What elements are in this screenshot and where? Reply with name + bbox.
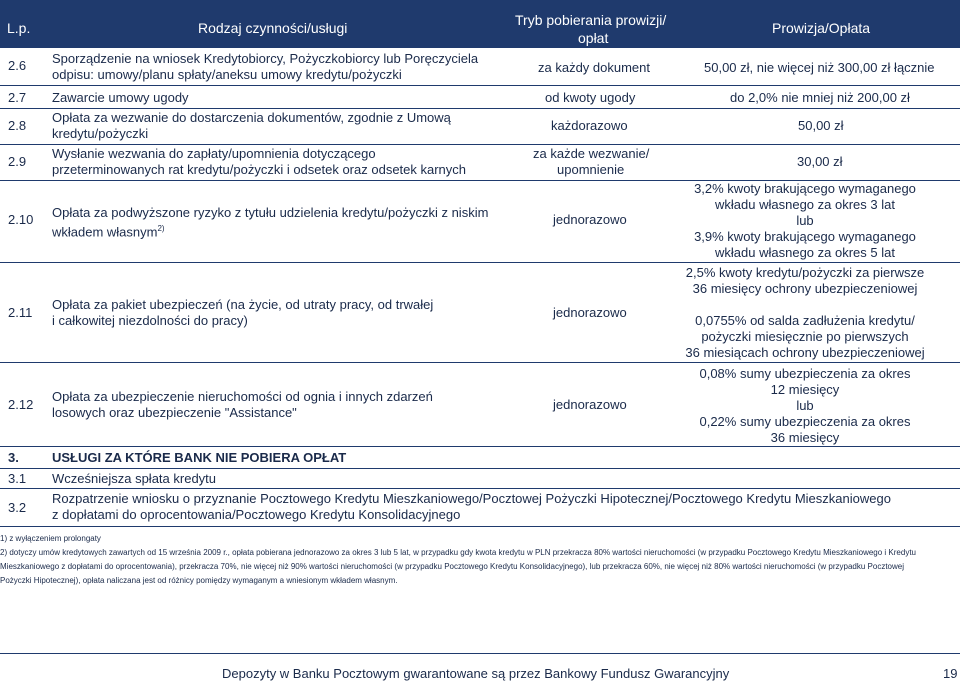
divider (0, 262, 960, 263)
row-3-1-desc: Wcześniejsza spłata kredytu (52, 471, 217, 486)
header-service: Rodzaj czynności/usługi (198, 20, 348, 36)
row-2-12-desc-line2: losowych oraz ubezpieczenie "Assistance" (52, 405, 297, 420)
divider (0, 108, 960, 109)
row-2-8-desc-line2: kredytu/pożyczki (52, 126, 149, 141)
row-2-12-desc-line1: Opłata za ubezpieczenie nieruchomości od ognia i innych zdarzeń (52, 389, 433, 404)
row-2-7-desc: Zawarcie umowy ugody (52, 90, 189, 105)
row-2-9-number: 2.9 (8, 154, 27, 169)
header-fee: Prowizja/Opłata (772, 20, 871, 36)
row-2-10-fee-line3: lub (796, 213, 814, 228)
row-2-12-mode: jednorazowo (553, 397, 627, 412)
row-2-7-mode: od kwoty ugody (545, 90, 636, 105)
row-2-12-fee-line2: 12 miesięcy (770, 382, 840, 397)
row-3-2-number: 3.2 (8, 500, 27, 515)
divider (0, 446, 960, 447)
divider (0, 468, 960, 469)
row-2-12-fee-line3: lub (796, 398, 814, 413)
row-2-12-number: 2.12 (8, 397, 34, 412)
footnote-2-line3: Pożyczki Hipotecznej), opłata naliczana jest od różnicy pomiędzy wymaganym a wniesionym wkładem własnym. (0, 576, 398, 585)
footnote-2-line1: 2) dotyczy umów kredytowych zawartych od 15 września 2009 r., opłata pobierana jednorazowo za okres 3 lub 5 lat, w przypadku gdy kwota kredytu w PLN przekracza 80% wartości nieruchomości (w przypadku Pocztowego Kredytu Mieszkaniowego i Kredytu (0, 548, 916, 557)
divider (0, 85, 960, 86)
row-2-8-number: 2.8 (8, 118, 27, 133)
footer-divider (0, 653, 960, 654)
row-2-11-desc-line1: Opłata za pakiet ubezpieczeń (na życie, od utraty pracy, od trwałej (52, 297, 434, 312)
footnote-marker: 2) (157, 224, 165, 233)
row-2-9-desc-line1: Wysłanie wezwania do zapłaty/upomnienia dotyczącego (52, 146, 376, 161)
section-3-number: 3. (8, 450, 19, 465)
row-2-10-fee-line2: wkładu własnego za okres 3 lat (715, 197, 895, 212)
row-2-11-fee-line5: 36 miesiącach ochrony ubezpieczeniowej (685, 345, 925, 360)
row-3-2-desc-line2: z dopłatami do oprocentowania/Pocztowego Kredytu Konsolidacyjnego (52, 507, 461, 522)
row-2-12-fee-line4: 0,22% sumy ubezpieczenia za okres (699, 414, 911, 429)
divider (0, 144, 960, 145)
table-bottom-border (0, 526, 960, 527)
row-2-11-number: 2.11 (8, 305, 33, 320)
row-2-11-desc-line2: i całkowitej niezdolności do pracy) (52, 313, 248, 328)
row-2-6-mode: za każdy dokument (538, 60, 651, 75)
row-2-10-fee-line1: 3,2% kwoty brakującego wymaganego (694, 181, 916, 196)
row-2-7-fee: do 2,0% nie mniej niż 200,00 zł (730, 90, 910, 105)
row-2-6-desc-line2: odpisu: umowy/planu spłaty/aneksu umowy kredytu/pożyczki (52, 67, 402, 82)
row-2-9-mode-line2: upomnienie (557, 162, 625, 177)
row-2-10-desc-line1: Opłata za podwyższone ryzyko z tytułu udzielenia kredytu/pożyczki z niskim (52, 205, 489, 220)
header-lp: L.p. (7, 20, 31, 36)
row-2-9-mode-line1: za każde wezwanie/ (533, 146, 650, 161)
row-2-6-fee: 50,00 zł, nie więcej niż 300,00 zł łącznie (704, 60, 935, 75)
row-2-9-desc-line2: przeterminowanych rat kredytu/pożyczki i odsetek oraz odsetek karnych (52, 162, 467, 177)
row-2-6-desc-line1: Sporządzenie na wniosek Kredytobiorcy, Pożyczkobiorcy lub Poręczyciela (52, 51, 479, 66)
row-2-10-desc-line2 (52, 221, 165, 240)
row-2-11-fee-line1: 2,5% kwoty kredytu/pożyczki za pierwsze (685, 265, 925, 280)
row-2-8-desc-line1: Opłata za wezwanie do dostarczenia dokumentów, zgodnie z Umową (52, 110, 451, 125)
row-2-12-fee-line1: 0,08% sumy ubezpieczenia za okres (699, 366, 911, 381)
row-3-1-number: 3.1 (8, 471, 27, 486)
header-mode-line2: opłat (578, 30, 609, 46)
row-2-7-number: 2.7 (8, 90, 27, 105)
row-3-2-desc-line1: Rozpatrzenie wniosku o przyznanie Pocztowego Kredytu Mieszkaniowego/Pocztowej Pożyczki Hipotecznej/Pocztowego Kredytu Mieszkaniowego (52, 491, 891, 506)
row-2-9-fee: 30,00 zł (797, 154, 843, 169)
footnote-1: 1) z wyłączeniem prolongaty (0, 534, 101, 543)
divider (0, 362, 960, 363)
footer-text: Depozyty w Banku Pocztowym gwarantowane są przez Bankowy Fundusz Gwarancyjny (222, 666, 730, 681)
row-2-8-fee: 50,00 zł (798, 118, 844, 133)
row-2-8-mode: każdorazowo (551, 118, 628, 133)
row-2-11-mode: jednorazowo (553, 305, 627, 320)
row-2-11-fee-line4: pożyczki miesięcznie po pierwszych (701, 329, 909, 344)
row-2-10-fee-line5: wkładu własnego za okres 5 lat (715, 245, 895, 260)
header-mode-line1: Tryb pobierania prowizji/ (515, 12, 667, 28)
row-2-10-fee-line4: 3,9% kwoty brakującego wymaganego (694, 229, 916, 244)
row-2-10-desc-text: wkładem własnym (52, 224, 158, 240)
row-2-6-number: 2.6 (8, 58, 27, 73)
page-number: 19 (943, 666, 958, 681)
table-header (0, 0, 960, 48)
row-2-12-fee-line5: 36 miesięcy (770, 430, 840, 445)
footnote-2-line2: Mieszkaniowego z dopłatami do oprocentowania), przekracza 70%, nie więcej niż 90% wartości nieruchomości (w przypadku Pocztowego Kredytu Konsolidacyjnego), lub przekracza 60%, nie więcej niż 80% wartości nieruchomości (w przypadku Pocztowej (0, 562, 904, 571)
row-2-11-fee-line3: 0,0755% od salda zadłużenia kredytu/ (695, 313, 915, 328)
row-2-10-number: 2.10 (8, 212, 34, 227)
section-3-title: USŁUGI ZA KTÓRE BANK NIE POBIERA OPŁAT (52, 450, 347, 465)
divider (0, 488, 960, 489)
row-2-11-fee-line2: 36 miesięcy ochrony ubezpieczeniowej (692, 281, 918, 296)
row-2-10-mode: jednorazowo (553, 212, 627, 227)
